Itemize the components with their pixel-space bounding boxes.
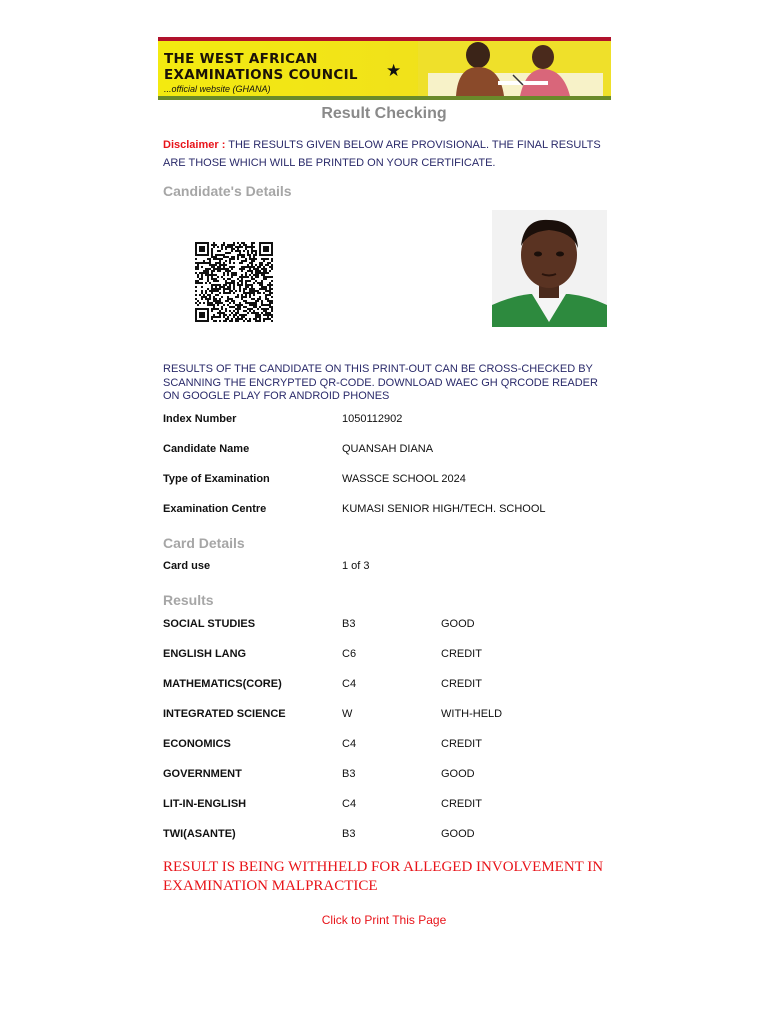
- detail-label: Candidate Name: [163, 443, 250, 455]
- result-remark: CREDIT: [441, 648, 482, 660]
- result-remark: CREDIT: [441, 798, 482, 810]
- page-title: Result Checking: [321, 105, 447, 122]
- result-remark: WITH-HELD: [441, 708, 503, 720]
- banner-subtitle: ...official website (GHANA): [164, 84, 271, 94]
- result-remark: GOOD: [441, 768, 475, 780]
- star-icon: ★: [386, 61, 402, 80]
- waec-banner: [158, 37, 611, 100]
- result-grade: C4: [342, 738, 357, 750]
- detail-value: KUMASI SENIOR HIGH/TECH. SCHOOL: [342, 503, 546, 515]
- result-remark: CREDIT: [441, 738, 482, 750]
- disclaimer-text: THE RESULTS GIVEN BELOW ARE PROVISIONAL. THE FINAL RESULTS ARE THOSE WHICH WILL BE PRINTED ON YOUR CERTIFICATE.: [163, 139, 601, 169]
- banner-students-image: [418, 41, 611, 96]
- result-subject: MATHEMATICS(CORE): [163, 678, 282, 690]
- candidate-details-heading: Candidate's Details: [163, 183, 292, 199]
- detail-row-candidate-name: [163, 443, 613, 459]
- result-subject: TWI(ASANTE): [163, 828, 236, 840]
- detail-label: Examination Centre: [163, 503, 267, 515]
- detail-row-card-use: [163, 560, 613, 576]
- result-row: [163, 708, 613, 724]
- detail-label: Index Number: [163, 413, 237, 425]
- result-grade: B3: [342, 618, 356, 630]
- disclaimer: [163, 136, 613, 172]
- result-subject: ENGLISH LANG: [163, 648, 247, 660]
- detail-value: WASSCE SCHOOL 2024: [342, 473, 466, 485]
- result-row: [163, 738, 613, 754]
- result-row: [163, 798, 613, 814]
- result-grade: C4: [342, 798, 357, 810]
- detail-value: 1050112902: [342, 413, 403, 425]
- result-subject: SOCIAL STUDIES: [163, 618, 256, 630]
- disclaimer-label: Disclaimer :: [163, 139, 226, 151]
- result-remark: GOOD: [441, 618, 475, 630]
- detail-value: QUANSAH DIANA: [342, 443, 434, 455]
- result-subject: INTEGRATED SCIENCE: [163, 708, 286, 720]
- result-grade: W: [342, 708, 353, 720]
- result-grade: C6: [342, 648, 357, 660]
- detail-label: Type of Examination: [163, 473, 270, 485]
- detail-row-exam-type: [163, 473, 613, 489]
- print-page-link[interactable]: Click to Print This Page: [321, 913, 447, 927]
- result-subject: LIT-IN-ENGLISH: [163, 798, 247, 810]
- result-grade: B3: [342, 828, 356, 840]
- result-subject: GOVERNMENT: [163, 768, 242, 780]
- detail-row-exam-centre: [163, 503, 613, 519]
- result-row: [163, 768, 613, 784]
- result-grade: B3: [342, 768, 356, 780]
- banner-title-line2: EXAMINATIONS COUNCIL: [164, 67, 358, 83]
- detail-row-index-number: [163, 413, 613, 429]
- qr-code-image: [195, 242, 273, 322]
- withheld-notice: RESULT IS BEING WITHHELD FOR ALLEGED INVOLVEMENT IN EXAMINATION MALPRACTICE: [163, 859, 604, 894]
- result-row: [163, 618, 613, 634]
- card-details-heading: Card Details: [163, 535, 245, 551]
- result-subject: ECONOMICS: [163, 738, 231, 750]
- results-heading: Results: [163, 592, 214, 608]
- banner-title-line1: THE WEST AFRICAN: [164, 51, 318, 67]
- result-grade: C4: [342, 678, 357, 690]
- result-row: [163, 678, 613, 694]
- candidate-photo: [492, 210, 607, 327]
- result-remark: CREDIT: [441, 678, 482, 690]
- result-row: [163, 648, 613, 664]
- qr-crosscheck-note: RESULTS OF THE CANDIDATE ON THIS PRINT-OUT CAN BE CROSS-CHECKED BY SCANNING THE ENCRYPTED QR-CODE. DOWNLOAD WAEC GH QRCODE READER ON GOOGLE PLAY FOR ANDROID PHONES: [163, 363, 598, 402]
- detail-label: Card use: [163, 560, 211, 572]
- result-remark: GOOD: [441, 828, 475, 840]
- result-row: [163, 828, 613, 844]
- detail-value: 1 of 3: [342, 560, 370, 572]
